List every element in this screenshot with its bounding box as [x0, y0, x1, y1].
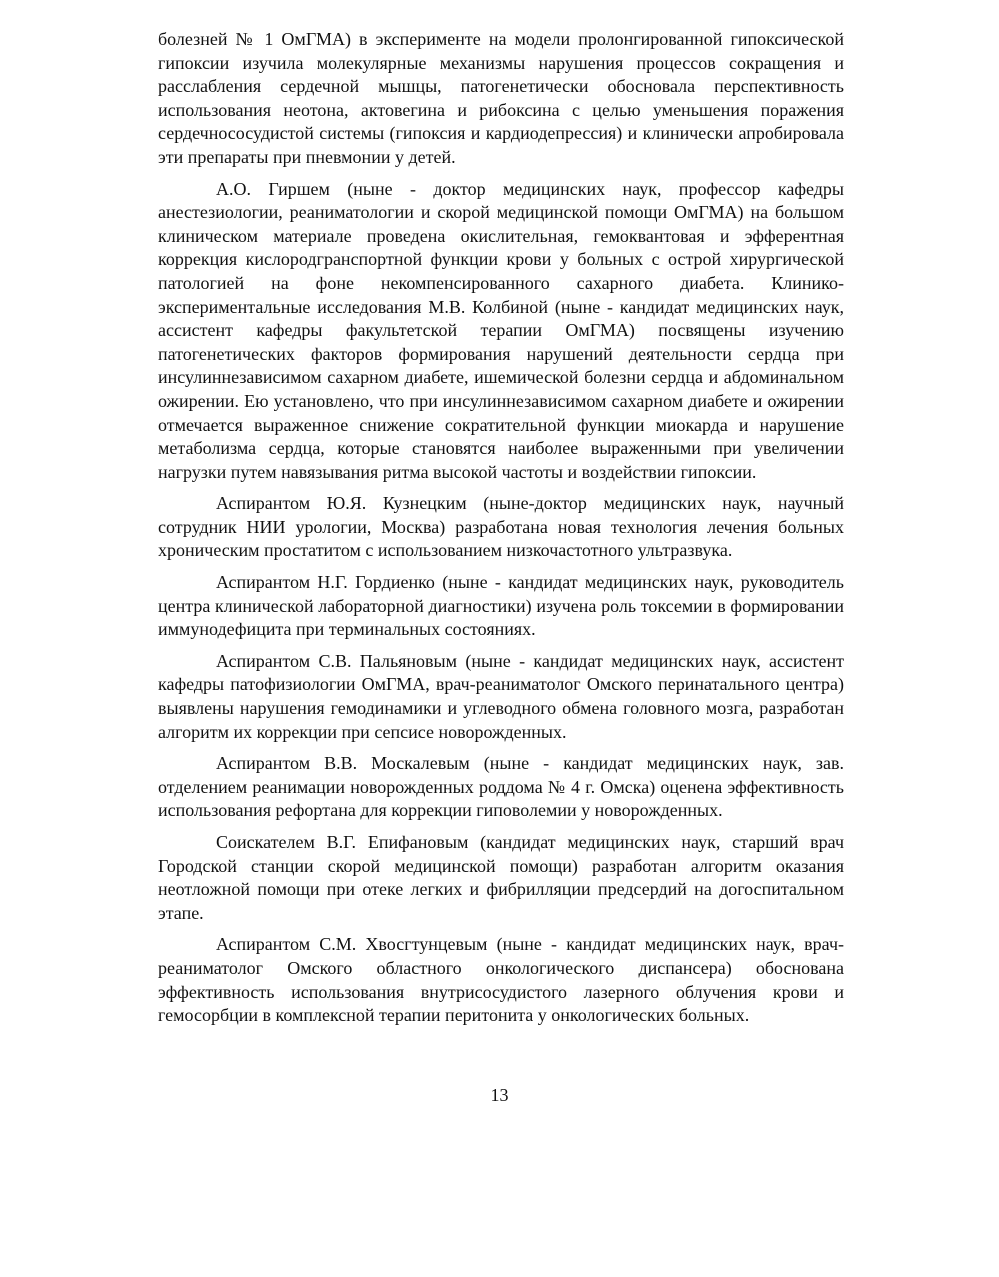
paragraph-4: Аспирантом Н.Г. Гордиенко (ныне - кандидат медицинских наук, руководитель центра клинической лабораторной диагностики) изучена роль токсемии в формировании иммунодефицита при терминальных состояниях. [158, 572, 844, 640]
document-body [158, 28, 844, 1036]
paragraph-2: А.О. Гиршем (ныне - доктор медицинских наук, профессор кафедры анестезиологии, реаниматологии и скорой медицинской помощи ОмГМА) на большом клиническом материале проведена окислительная, гемоквантовая и эфферентная коррекция кислородгранспортной функции крови у больных с острой хирургической патологией на фоне некомпенсированного сахарного диабета. Клинико-экспериментальные исследования М.В. Колбиной (ныне - кандидат медицинских наук, ассистент кафедры факультетской терапии ОмГМА) посвящены изучению патогенетических факторов формирования нарушений деятельности сердца при инсулиннезависимом сахарном диабете, ишемической болезни сердца и абдоминальном ожирении. Ею установлено, что при инсулиннезависимом сахарном диабете и ожирении отмечается выраженное снижение сократительной функции миокарда и нарушение метаболизма сердца, которые становятся наиболее выраженными при увеличении нагрузки путем навязывания ритма высокой частоты и воздействии гипоксии. [158, 178, 844, 482]
paragraph-3: Аспирантом Ю.Я. Кузнецким (ныне-доктор медицинских наук, научный сотрудник НИИ урологии, Москва) разработана новая технология лечения больных хроническим простатитом с использованием низкочастотного ультразвука. [158, 493, 844, 561]
paragraph-1: болезней № 1 ОмГМА) в эксперименте на модели пролонгированной гипоксической гипоксии изучила молекулярные механизмы нарушения процессов сокращения и расслабления сердечной мышцы, патогенетически обосновала перспективность использования неотона, актовегина и рибоксина с целью уменьшения поражения сердечнососудистой системы (гипоксия и кардиодепрессия) и клинически апробировала эти препараты при пневмонии у детей. [158, 29, 844, 167]
page-number: 13 [490, 1085, 509, 1105]
paragraph-7: Соискателем В.Г. Епифановым (кандидат медицинских наук, старший врач Городской станции скорой медицинской помощи) разработан алгоритм оказания неотложной помощи при отеке легких и фибрилляции предсердий на догоспитальном этапе. [158, 832, 844, 923]
paragraph-8: Аспирантом С.М. Хвосгтунцевым (ныне - кандидат медицинских наук, врач-реаниматолог Омского областного онкологического диспансера) обоснована эффективность использования внутрисосудистого лазерного облучения крови и гемосорбции в комплексной терапии перитонита у онкологических больных. [158, 934, 844, 1026]
paragraph-6: Аспирантом В.В. Москалевым (ныне - кандидат медицинских наук, зав. отделением реанимации новорожденных роддома № 4 г. Омска) оценена эффективность использования рефортана для коррекции гиповолемии у новорожденных. [158, 753, 844, 821]
paragraph-5: Аспирантом С.В. Пальяновым (ныне - кандидат медицинских наук, ассистент кафедры патофизиологии ОмГМА, врач-реаниматолог Омского перинатального центра) выявлены нарушения гемодинамики и углеводного обмена головного мозга, разработан алгоритм их коррекции при сепсисе новорожденных. [158, 650, 844, 742]
